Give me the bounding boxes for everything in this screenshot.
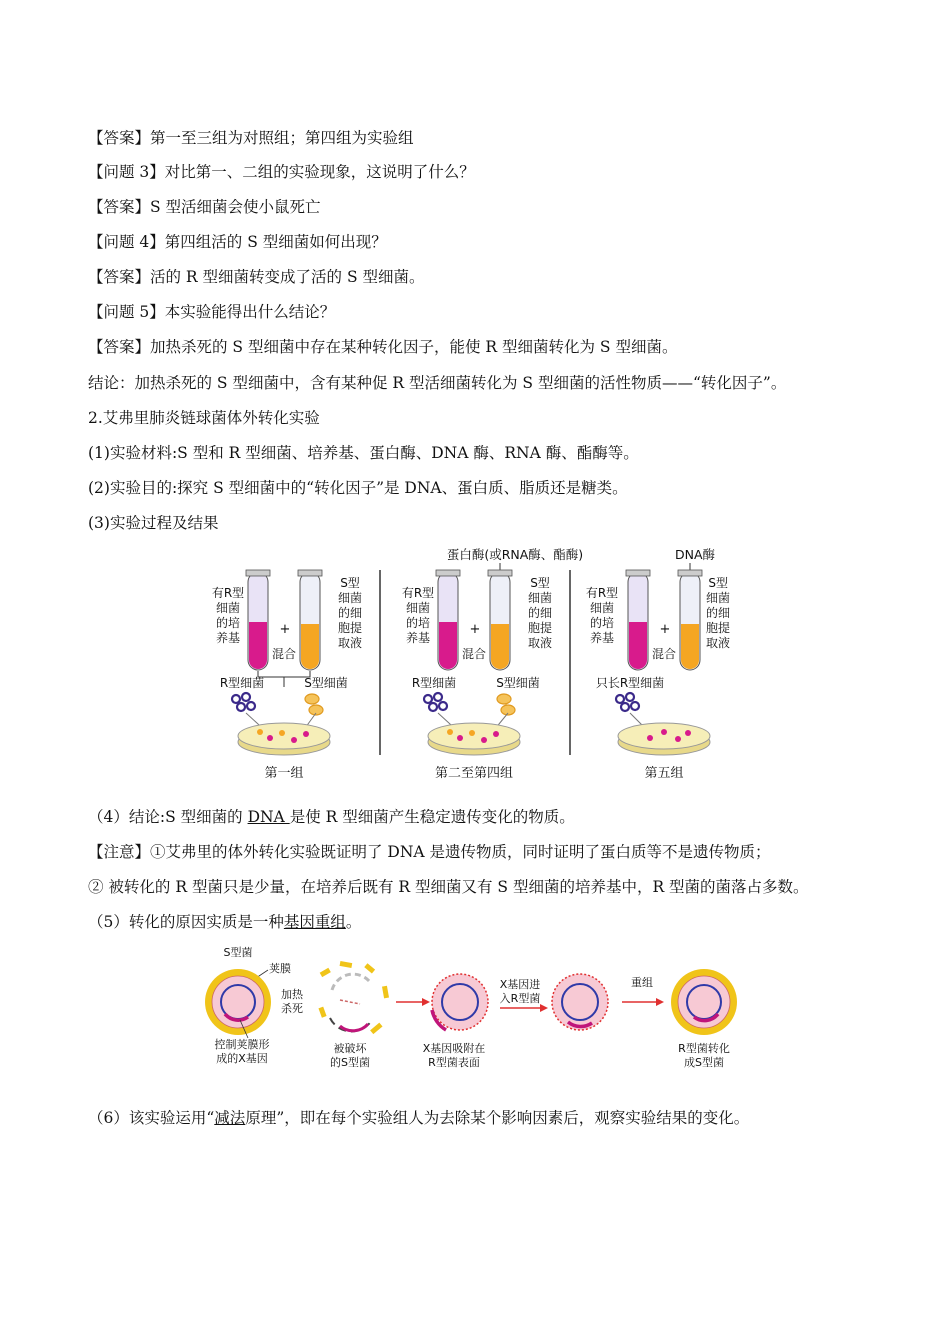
group-2-4-label: 第二至第四组 [434, 766, 514, 781]
group-5-label: 第五组 [644, 766, 684, 781]
svg-text:R型细菌: R型细菌 [411, 676, 457, 690]
r-cell-gene-inside [552, 974, 608, 1030]
svg-text:混合: 混合 [461, 647, 487, 661]
svg-text:胞提: 胞提 [337, 621, 363, 635]
plus-sign: + [279, 622, 291, 637]
svg-text:的培: 的培 [405, 616, 431, 630]
r-to-s-label-1: R型菌转化 [678, 1042, 730, 1055]
section-heading: 2.艾弗里肺炎链球菌体外转化实验 [88, 409, 320, 427]
svg-text:S型: S型 [708, 576, 728, 590]
subtraction-principle: （6）该实验运用“减法原理”，即在每个实验组人为去除某个影响因素后，观察实验结果的变化。 [88, 1109, 750, 1127]
svg-text:取液: 取液 [705, 636, 730, 650]
question-3: 【问题 3】对比第一、二组的实验现象，这说明了什么？ [88, 163, 475, 181]
answer-4: 【答案】活的 R 型细菌转变成了活的 S 型细菌。 [88, 268, 425, 286]
x-enter-label-1: X基因进 [499, 978, 541, 991]
r-culture-tube [436, 570, 460, 670]
svg-text:取液: 取液 [527, 636, 553, 650]
svg-text:取液: 取液 [337, 636, 363, 650]
svg-text:成的X基因: 成的X基因 [216, 1052, 268, 1065]
svg-text:胞提: 胞提 [527, 621, 553, 635]
purpose: (2)实验目的:探究 S 型细菌中的“转化因子”是 DNA、蛋白质、脂质还是糖类。 [88, 479, 628, 497]
s-extract-label-1: S型 [340, 576, 360, 590]
answer-5: 【答案】加热杀死的 S 型细菌中存在某种转化因子，能使 R 型细菌转化为 S 型细菌。 [88, 338, 678, 356]
r-culture-tube [246, 570, 270, 670]
conclusion-dna: （4）结论:S 型细菌的 DNA 是使 R 型细菌产生稳定遗传变化的物质。 [88, 808, 575, 826]
panel-group-2-4 [402, 547, 583, 781]
s-bacteria-cells [305, 694, 323, 715]
svg-text:的细: 的细 [705, 606, 730, 620]
svg-text:的细: 的细 [527, 606, 553, 620]
destroyed-s-cell [318, 961, 389, 1034]
culture-plate [238, 723, 330, 755]
svg-text:细菌: 细菌 [589, 601, 615, 615]
question-4: 【问题 4】第四组活的 S 型细菌如何出现？ [88, 233, 387, 251]
destroyed-label-1: 被破坏 [333, 1042, 367, 1055]
s-extract-tube [298, 570, 322, 670]
svg-text:细菌: 细菌 [527, 591, 553, 605]
recombine-label: 重组 [631, 976, 653, 989]
svg-text:的培: 的培 [215, 616, 241, 630]
svg-text:养基: 养基 [405, 631, 431, 645]
svg-text:+: + [469, 622, 481, 637]
capsule-label: 荚膜 [269, 962, 291, 975]
svg-text:成S型菌: 成S型菌 [684, 1056, 724, 1069]
s-strain-label: S型菌 [223, 946, 253, 959]
svg-text:混合: 混合 [651, 647, 677, 661]
dnase-label: DNA酶 [674, 547, 716, 562]
s-bacteria-label: S型细菌 [304, 676, 348, 690]
svg-text:R型菌表面: R型菌表面 [428, 1056, 480, 1069]
svg-text:细菌: 细菌 [705, 591, 730, 605]
note-2: ② 被转化的 R 型菌只是少量，在培养后既有 R 型细菌又有 S 型细菌的培养基中，R 型菌的菌落占多数。 [88, 878, 809, 896]
avery-experiment-figure [190, 545, 735, 785]
conclusion: 结论：加热杀死的 S 型细菌中，含有某种促 R 型活细菌转化为 S 型细菌的活性物质——“转化因子”。 [88, 374, 787, 392]
svg-text:的S型菌: 的S型菌 [330, 1056, 370, 1069]
r-bacteria-cells [232, 693, 255, 711]
heat-kill-label-1: 加热 [281, 988, 303, 1001]
materials: (1)实验材料:S 型和 R 型细菌、培养基、蛋白酶、DNA 酶、RNA 酶、酯酶等。 [88, 444, 639, 462]
r-bacteria-label: R型细菌 [219, 676, 265, 690]
svg-text:养基: 养基 [589, 631, 615, 645]
svg-text:+: + [659, 622, 671, 637]
svg-text:细菌: 细菌 [215, 601, 241, 615]
protease-label: 蛋白酶(或RNA酶、酯酶) [446, 547, 584, 562]
svg-text:有R型: 有R型 [401, 586, 435, 600]
panel-group-5 [586, 547, 730, 781]
svg-text:入R型菌: 入R型菌 [499, 992, 541, 1005]
svg-text:细菌: 细菌 [337, 591, 363, 605]
svg-text:S型细菌: S型细菌 [496, 676, 540, 690]
answer-groups: 【答案】第一至三组为对照组；第四组为实验组 [88, 129, 414, 147]
culture-plate [428, 723, 520, 755]
svg-text:细菌: 细菌 [405, 601, 431, 615]
panel-group-1 [212, 570, 362, 781]
attached-label-1: X基因吸附在 [422, 1042, 486, 1055]
question-5: 【问题 5】本实验能得出什么结论？ [88, 303, 336, 321]
recombination-figure [200, 940, 760, 1080]
svg-text:有R型: 有R型 [585, 586, 619, 600]
note-1: 【注意】①艾弗里的体外转化实验既证明了 DNA 是遗传物质，同时证明了蛋白质等不是遗传物质； [88, 843, 771, 861]
mix-label: 混合 [271, 647, 297, 661]
svg-text:S型: S型 [530, 576, 550, 590]
s-extract-tube [488, 570, 512, 670]
transformation-reason: （5）转化的原因实质是一种基因重组。 [88, 913, 362, 931]
r-medium-label-1: 有R型 [211, 586, 245, 600]
r-cell-attached [432, 974, 488, 1030]
svg-text:胞提: 胞提 [705, 621, 730, 635]
x-gene-label-1: 控制荚膜形 [214, 1038, 270, 1051]
process-heading: (3)实验过程及结果 [88, 514, 219, 532]
svg-text:的细: 的细 [337, 606, 363, 620]
group-1-label: 第一组 [264, 766, 304, 781]
svg-text:养基: 养基 [215, 631, 241, 645]
svg-text:杀死: 杀死 [281, 1002, 303, 1015]
answer-3: 【答案】S 型活细菌会使小鼠死亡 [88, 198, 321, 216]
svg-text:的培: 的培 [589, 616, 615, 630]
only-r-label: 只长R型细菌 [595, 676, 665, 690]
